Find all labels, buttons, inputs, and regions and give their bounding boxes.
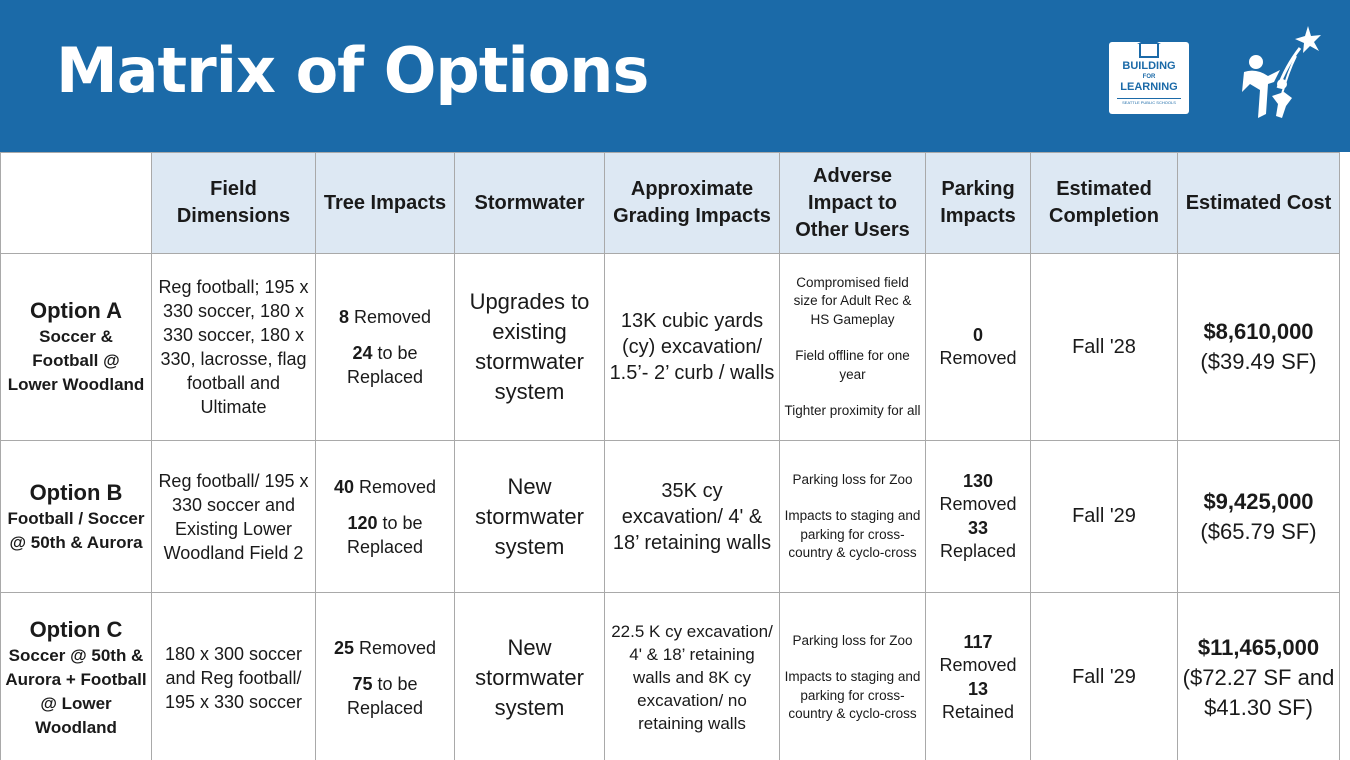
tree-impacts-cell: 40 Removed 120 to be Replaced: [316, 441, 455, 593]
header-blank-cell: [1, 153, 152, 254]
estimated-completion-cell: Fall '28: [1031, 254, 1178, 441]
header-grading-impacts: Approximate Grading Impacts: [605, 153, 780, 254]
grading-impacts-cell: 35K cy excavation/ 4' & 18’ retaining walls: [605, 441, 780, 593]
header-adverse-impact: Adverse Impact to Other Users: [780, 153, 926, 254]
estimated-cost-cell: $9,425,000 ($65.79 SF): [1178, 441, 1340, 593]
header-stormwater: Stormwater: [455, 153, 605, 254]
building-for-learning-logo: BUILDING FOR LEARNING SEATTLE PUBLIC SCHOOLS: [1109, 42, 1189, 114]
option-subtitle: Soccer @ 50th & Aurora + Football @ Lower Woodland: [5, 645, 147, 737]
option-label-cell: [1, 593, 152, 760]
field-dimensions-cell: Reg football/ 195 x 330 soccer and Existing Lower Woodland Field 2: [152, 441, 316, 593]
grading-impacts-cell: 13K cubic yards (cy) excavation/ 1.5’- 2’ curb / walls: [605, 254, 780, 441]
grading-impacts-cell: 22.5 K cy excavation/ 4' & 18’ retaining walls and 8K cy excavation/ no retaining walls: [605, 593, 780, 760]
estimated-cost-cell: $8,610,000 ($39.49 SF): [1178, 254, 1340, 441]
slide-header: [0, 0, 1350, 152]
estimated-completion-cell: Fall '29: [1031, 593, 1178, 760]
page-title: Matrix of Options: [56, 34, 649, 107]
tree-impacts-cell: 25 Removed 75 to be Replaced: [316, 593, 455, 760]
adverse-impact-cell: Parking loss for Zoo Impacts to staging and parking for cross-country & cyclo-cross: [780, 441, 926, 593]
header-estimated-completion: Estimated Completion: [1031, 153, 1178, 254]
table-header-row: [1, 153, 1340, 254]
field-dimensions-cell: Reg football; 195 x 330 soccer, 180 x 330 soccer, 180 x 330, lacrosse, flag football and Ultimate: [152, 254, 316, 441]
parking-impacts-cell: 117 Removed 13 Retained: [926, 593, 1031, 760]
stormwater-cell: New stormwater system: [455, 593, 605, 760]
header-field-dimensions: Field Dimensions: [152, 153, 316, 254]
adverse-impact-cell: Compromised field size for Adult Rec & HS Gameplay Field offline for one year Tighter proximity for all: [780, 254, 926, 441]
option-label-cell: [1, 254, 152, 441]
parking-impacts-cell: 0 Removed: [926, 254, 1031, 441]
option-subtitle: Soccer & Football @ Lower Woodland: [7, 327, 145, 394]
option-name: Option C: [29, 616, 123, 642]
field-dimensions-cell: 180 x 300 soccer and Reg football/ 195 x 330 soccer: [152, 593, 316, 760]
adverse-impact-cell: Parking loss for Zoo Impacts to staging and parking for cross-country & cyclo-cross: [780, 593, 926, 760]
stormwater-cell: New stormwater system: [455, 441, 605, 593]
parking-impacts-cell: 130 Removed 33 Replaced: [926, 441, 1031, 593]
table-row: [1, 254, 1340, 441]
building-icon: [1139, 44, 1159, 58]
header-tree-impacts: Tree Impacts: [316, 153, 455, 254]
header-estimated-cost: Estimated Cost: [1178, 153, 1340, 254]
tree-impacts-cell: 8 Removed 24 to be Replaced: [316, 254, 455, 441]
option-label-cell: [1, 441, 152, 593]
option-name: Option A: [29, 298, 123, 323]
estimated-completion-cell: Fall '29: [1031, 441, 1178, 593]
table-row: [1, 593, 1340, 760]
table-row: [1, 441, 1340, 593]
star-figures-logo-icon: [1238, 26, 1328, 122]
option-subtitle: Football / Soccer @ 50th & Aurora: [7, 508, 145, 552]
stormwater-cell: Upgrades to existing stormwater system: [455, 254, 605, 441]
header-parking-impacts: Parking Impacts: [926, 153, 1031, 254]
estimated-cost-cell: $11,465,000 ($72.27 SF and $41.30 SF): [1178, 593, 1340, 760]
option-name: Option B: [29, 479, 123, 505]
options-matrix-table: [0, 152, 1340, 760]
